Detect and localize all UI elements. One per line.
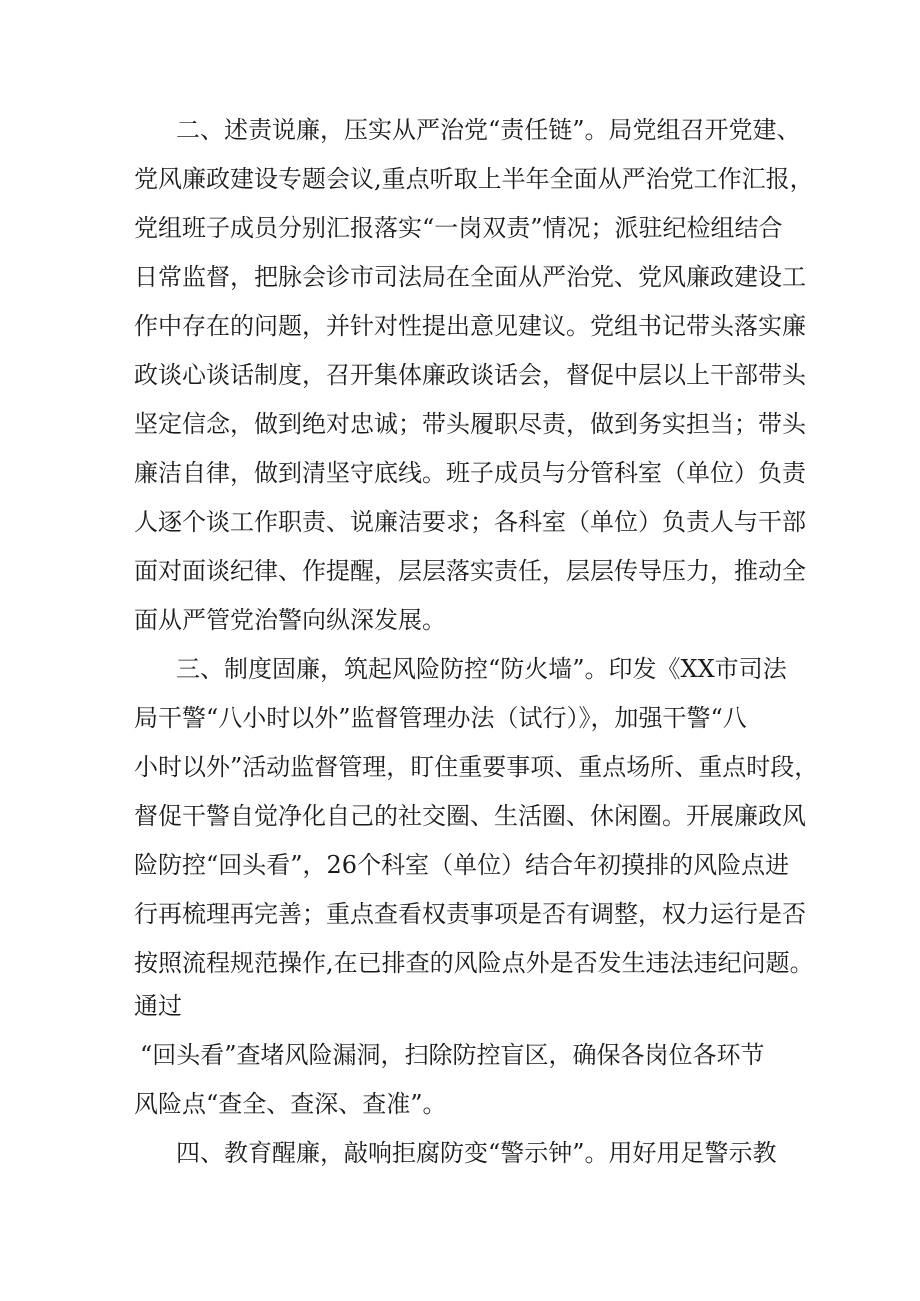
paragraph-line: 局干警“八小时以外”监督管理办法（试行）》，加强干警“八 [134, 704, 747, 732]
paragraph-line: 坚定信念，做到绝对忠诚；带头履职尽责，做到务实担当；带头 [134, 410, 806, 438]
paragraph-line: 作中存在的问题，并针对性提出意见建议。党组书记带头落实廉 [134, 312, 806, 340]
paragraph-line: 通过 [134, 992, 182, 1020]
paragraph-line: 面从严管党治警向纵深发展。 [134, 606, 446, 634]
paragraph-line: 按照流程规范操作,在已排查的风险点外是否发生违法违纪问题。 [134, 949, 814, 977]
paragraph-line: 小时以外”活动监督管理，盯住重要事项、重点场所、重点时段， [134, 753, 819, 781]
paragraph-line: 督促干警自觉净化自己的社交圈、生活圈、休闲圈。开展廉政风 [134, 802, 806, 830]
paragraph-line: 日常监督，把脉会诊市司法局在全面从严治党、党风廉政建设工 [134, 263, 806, 291]
paragraph-line: 二、述责说廉，压实从严治党“责任链”。局党组召开党建、 [176, 116, 801, 144]
paragraph-line: 行再梳理再完善；重点查看权责事项是否有调整，权力运行是否 [134, 900, 806, 928]
paragraph-line: 党组班子成员分别汇报落实“一岗双责”情况；派驻纪检组结合 [134, 214, 783, 242]
paragraph-line: 险防控“回头看”，26个科室（单位）结合年初摸排的风险点进 [134, 851, 790, 879]
paragraph-line: 面对面谈纪律、作提醒，层层落实责任，层层传导压力，推动全 [134, 557, 806, 585]
paragraph-line: 四、教育醒廉，敲响拒腐防变“警示钟”。用好用足警示教 [176, 1139, 777, 1167]
paragraph-line: “回头看”查堵风险漏洞，扫除防控盲区，确保各岗位各环节 [140, 1041, 765, 1069]
paragraph-line: 政谈心谈话制度，召开集体廉政谈话会，督促中层以上干部带头 [134, 361, 806, 389]
paragraph-line: 人逐个谈工作职责、说廉洁要求；各科室（单位）负责人与干部 [134, 508, 806, 536]
paragraph-line: 党风廉政建设专题会议,重点听取上半年全面从严治党工作汇报， [134, 165, 814, 193]
paragraph-line: 廉洁自律，做到清坚守底线。班子成员与分管科室（单位）负责 [134, 459, 806, 487]
paragraph-line: 风险点“查全、查深、查准”。 [134, 1090, 447, 1118]
paragraph-line: 三、制度固廉，筑起风险防控“防火墙”。印发《XX市司法 [176, 655, 787, 683]
